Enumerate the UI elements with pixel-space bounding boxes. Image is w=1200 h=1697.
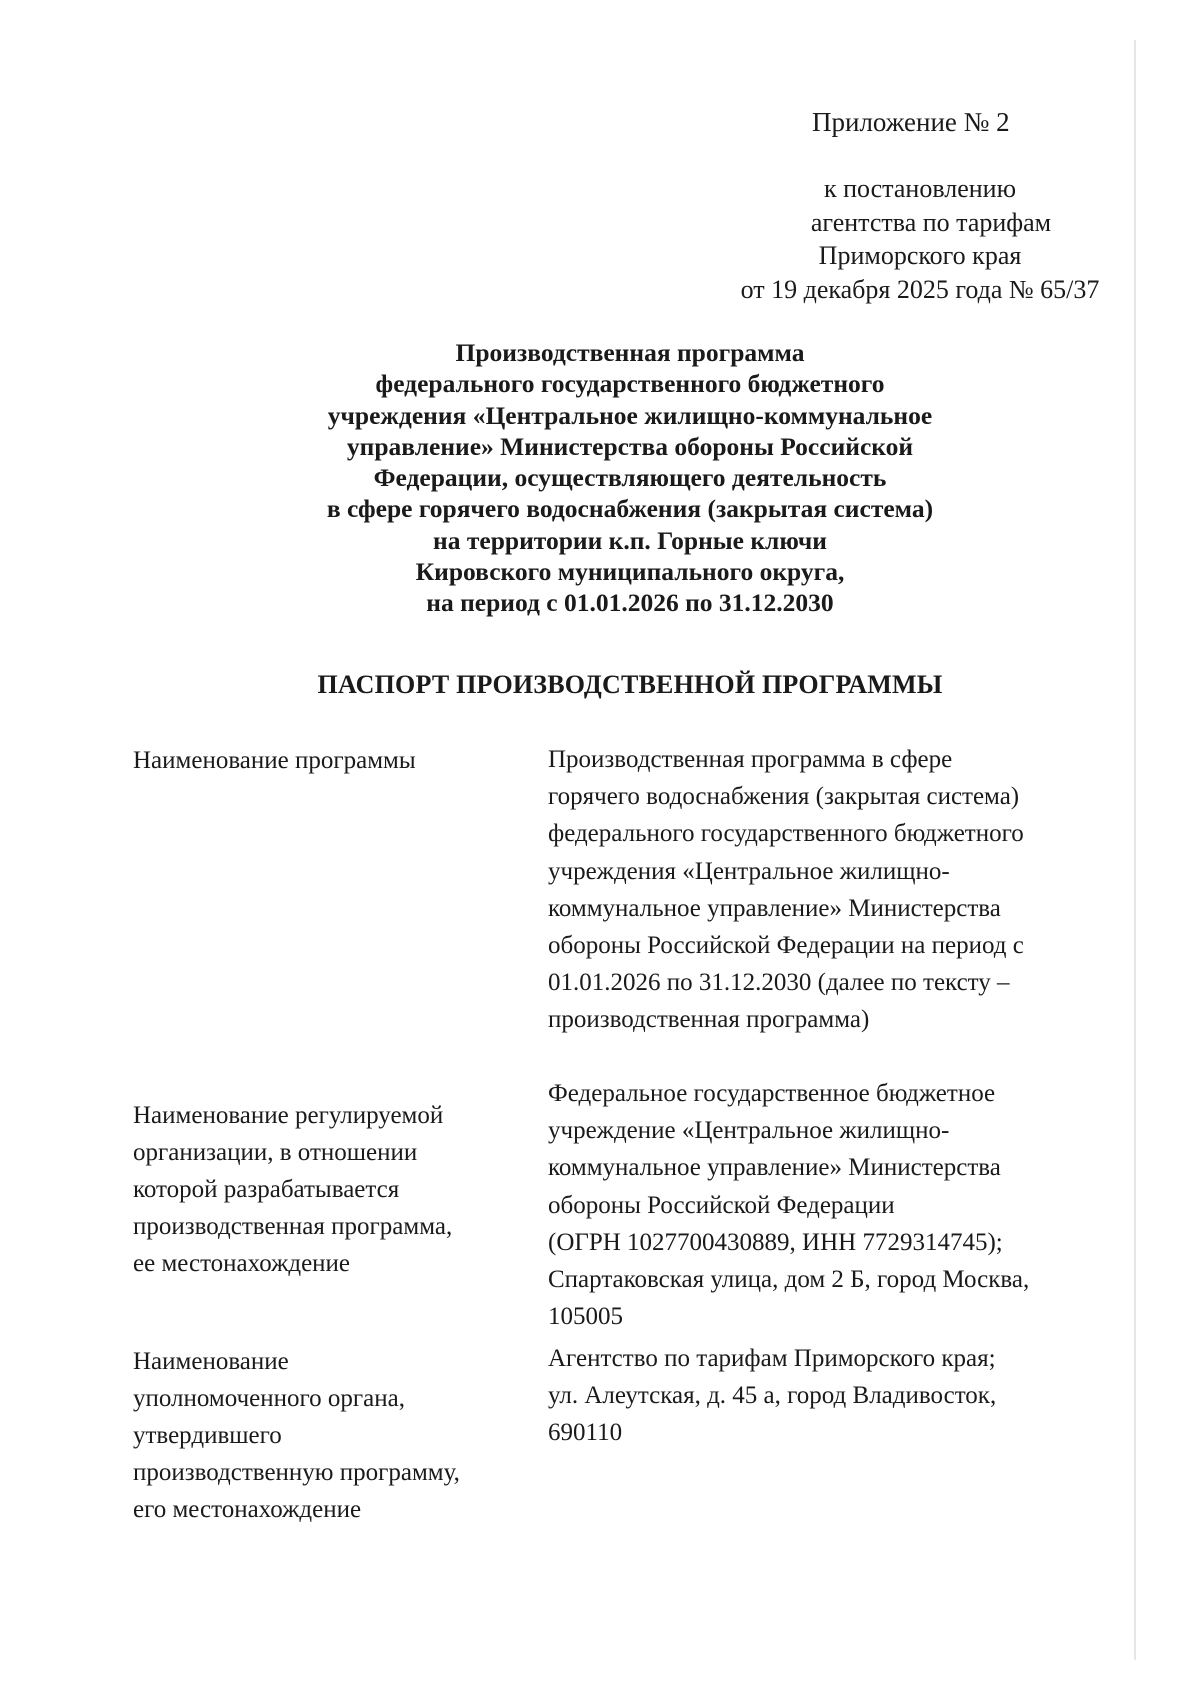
title-line: в сфере горячего водоснабжения (закрытая система) — [326, 494, 934, 524]
passport-row-value — [548, 741, 1108, 1039]
value-line: коммунальное управление» Министерства — [548, 894, 1001, 922]
passport-row-value — [548, 1075, 1108, 1335]
title-line: учреждения «Центральное жилищно-коммунальное — [327, 400, 933, 430]
title-line: Кировского муниципального округа, — [415, 557, 845, 587]
value-line: федерального государственного бюджетного — [548, 820, 1024, 848]
title-line: на территории к.п. Горные ключи — [433, 525, 827, 555]
decree-line: к постановлению — [823, 174, 1017, 203]
value-line: производственная программа) — [548, 1006, 870, 1034]
value-line: коммунальное управление» Министерства — [548, 1154, 1001, 1182]
title-line: на период с 01.01.2026 по 31.12.2030 — [426, 588, 834, 618]
value-line: обороны Российской Федерации — [548, 1191, 895, 1219]
section-heading: ПАСПОРТ ПРОИЗВОДСТВЕННОЙ ПРОГРАММЫ — [317, 670, 943, 699]
value-line: Агентство по тарифам Приморского края; — [548, 1345, 996, 1372]
label-line: его местонахождение — [133, 1496, 362, 1523]
title-line: Федерации, осуществляющего деятельность — [373, 463, 887, 493]
value-line: горячего водоснабжения (закрытая система) — [548, 783, 1020, 811]
value-line: 105005 — [548, 1303, 623, 1331]
passport-row-label — [133, 1097, 523, 1282]
decree-line: Приморского края — [818, 241, 1022, 270]
decree-reference — [700, 172, 1140, 306]
passport-row-label — [133, 1343, 523, 1528]
value-line: ул. Алеутская, д. 45 а, город Владивосток, — [548, 1382, 997, 1410]
value-line: Спартаковская улица, дом 2 Б, город Москва, — [548, 1266, 1030, 1294]
decree-line: агентства по тарифам — [810, 207, 1052, 237]
label-line: Наименование регулируемой — [133, 1102, 444, 1129]
label-line: уполномоченного органа, — [133, 1385, 405, 1412]
value-line: Федеральное государственное бюджетное — [548, 1080, 996, 1107]
value-line: учреждения «Центральное жилищно- — [548, 857, 950, 885]
label-line: производственная программа, — [133, 1213, 453, 1240]
value-line: (ОГРН 1027700430889, ИНН 7729314745); — [548, 1228, 1003, 1256]
label-line: Наименование — [133, 1348, 289, 1375]
passport-row-value — [548, 1340, 1108, 1452]
title-line: федерального государственного бюджетного — [375, 369, 885, 399]
title-line: управление» Министерства обороны Российской — [346, 431, 914, 461]
value-line: 01.01.2026 по 31.12.2030 (далее по тексту – — [548, 969, 1010, 997]
value-line: Производственная программа в сфере — [548, 746, 953, 773]
label-line: организации, в отношении — [133, 1139, 418, 1166]
value-line: учреждение «Центральное жилищно- — [548, 1117, 950, 1145]
decree-line: от 19 декабря 2025 года № 65/37 — [740, 274, 1100, 304]
passport-row-label — [133, 742, 523, 779]
label-line: утвердившего — [133, 1422, 282, 1449]
title-line: Производственная программа — [455, 338, 805, 367]
label-line: ее местонахождение — [133, 1250, 351, 1277]
value-line: обороны Российской Федерации на период с — [548, 932, 1024, 960]
appendix-number: Приложение № 2 — [812, 107, 1010, 137]
value-line: 690110 — [548, 1419, 623, 1447]
label-line: которой разрабатывается — [133, 1176, 400, 1203]
document-title — [180, 337, 1080, 619]
label-line: производственную программу, — [133, 1459, 460, 1486]
label-line: Наименование программы — [133, 747, 416, 774]
